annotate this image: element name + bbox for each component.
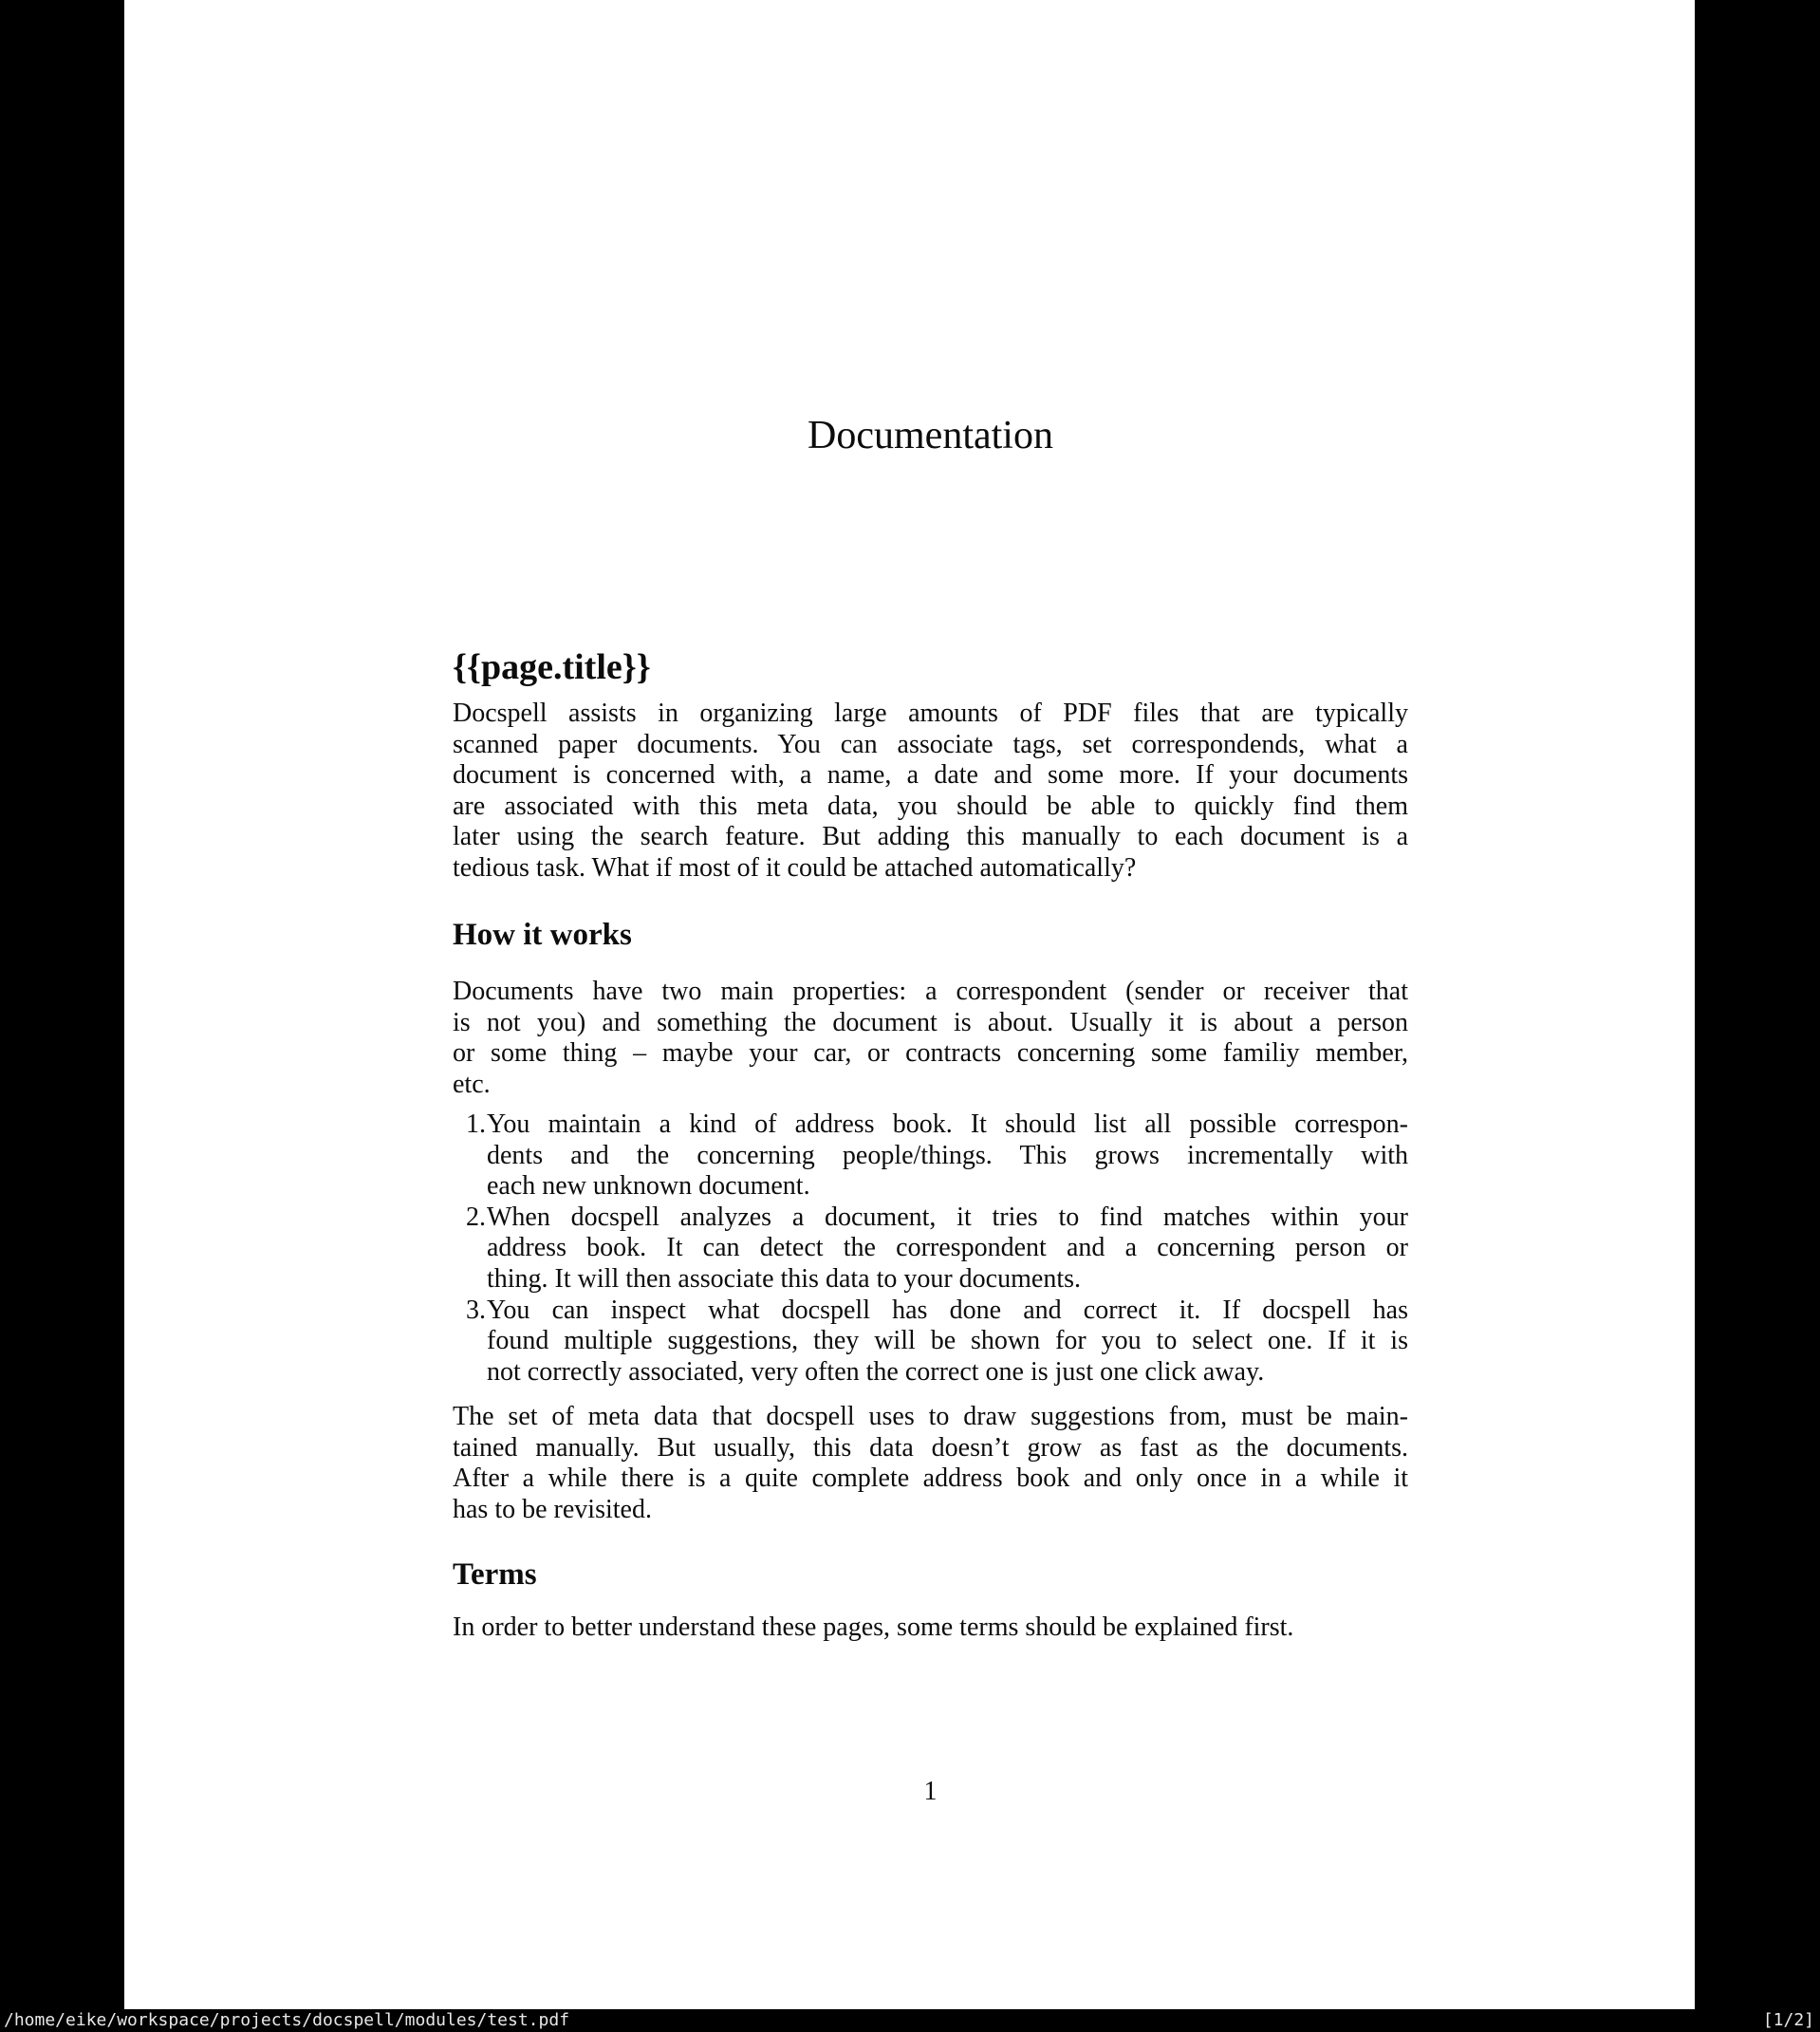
text-line: document is concerned with, a name, a date and some more. If your documents (453, 760, 1408, 791)
text-line: is not you) and something the document is about. Usually it is about a person (453, 1007, 1408, 1037)
heading-terms: Terms (453, 1557, 537, 1592)
paragraph-intro (453, 699, 1408, 885)
list-item (453, 1109, 1408, 1202)
text-line: are associated with this meta data, you should be able to quickly find them (453, 791, 1408, 821)
list-item (453, 1202, 1408, 1296)
text-line: In order to better understand these pages, some terms should be explained first. (453, 1613, 1294, 1642)
paragraph-meta-data (453, 1402, 1408, 1525)
text-line: You can inspect what docspell has done and correct it. If docspell has (487, 1295, 1408, 1325)
text-line: has to be revisited. (453, 1494, 652, 1524)
text-line: each new unknown document. (487, 1171, 810, 1202)
text-line: address book. It can detect the correspondent and a concerning person or (487, 1233, 1408, 1263)
pdf-page[interactable] (124, 0, 1695, 2009)
text-line: thing. It will then associate this data to your documents. (487, 1263, 1081, 1294)
list-item-number: 1. (466, 1109, 486, 1139)
text-line: tained manually. But usually, this data doesn’t grow as fast as the documents. (453, 1432, 1408, 1463)
list-item-number: 2. (466, 1202, 486, 1232)
text-line: You maintain a kind of address book. It should list all possible correspon- (487, 1109, 1408, 1139)
text-line: later using the search feature. But adding this manually to each document is a (453, 822, 1408, 852)
document-title: Documentation (808, 414, 1053, 457)
text-line: found multiple suggestions, they will be shown for you to select one. If it is (487, 1326, 1408, 1356)
text-line: not correctly associated, very often the correct one is just one click away. (487, 1356, 1265, 1387)
text-line: Documents have two main properties: a correspondent (sender or receiver that (453, 977, 1408, 1006)
text-line: or some thing – maybe your car, or contracts concerning some familiy member, (453, 1038, 1408, 1069)
section-heading-page-title: {{page.title}} (453, 647, 651, 687)
text-line: When docspell analyzes a document, it tries to find matches within your (487, 1202, 1408, 1232)
list-item-number: 3. (466, 1295, 486, 1325)
text-line: The set of meta data that docspell uses to draw suggestions from, must be main- (453, 1402, 1408, 1431)
status-bar-page-indicator: [1/2] (1762, 2010, 1814, 2030)
status-bar-file-path: /home/eike/workspace/projects/docspell/modules/test.pdf (4, 2010, 570, 2030)
paragraph-how-it-works (453, 977, 1408, 1100)
text-line: etc. (453, 1069, 491, 1099)
list-item (453, 1296, 1408, 1389)
status-bar (0, 2009, 1820, 2032)
heading-how-it-works: How it works (453, 918, 632, 952)
text-line: Docspell assists in organizing large amounts of PDF files that are typically (453, 699, 1408, 728)
text-line: tedious task. What if most of it could be attached automatically? (453, 852, 1137, 883)
text-line: scanned paper documents. You can associate tags, set correspondends, what a (453, 729, 1408, 759)
numbered-list (453, 1109, 1408, 1388)
page-number: 1 (923, 1777, 938, 1806)
paragraph-terms (453, 1613, 1408, 1644)
text-line: dents and the concerning people/things. This grows incrementally with (487, 1140, 1408, 1170)
text-line: After a while there is a quite complete address book and only once in a while it (453, 1463, 1408, 1494)
